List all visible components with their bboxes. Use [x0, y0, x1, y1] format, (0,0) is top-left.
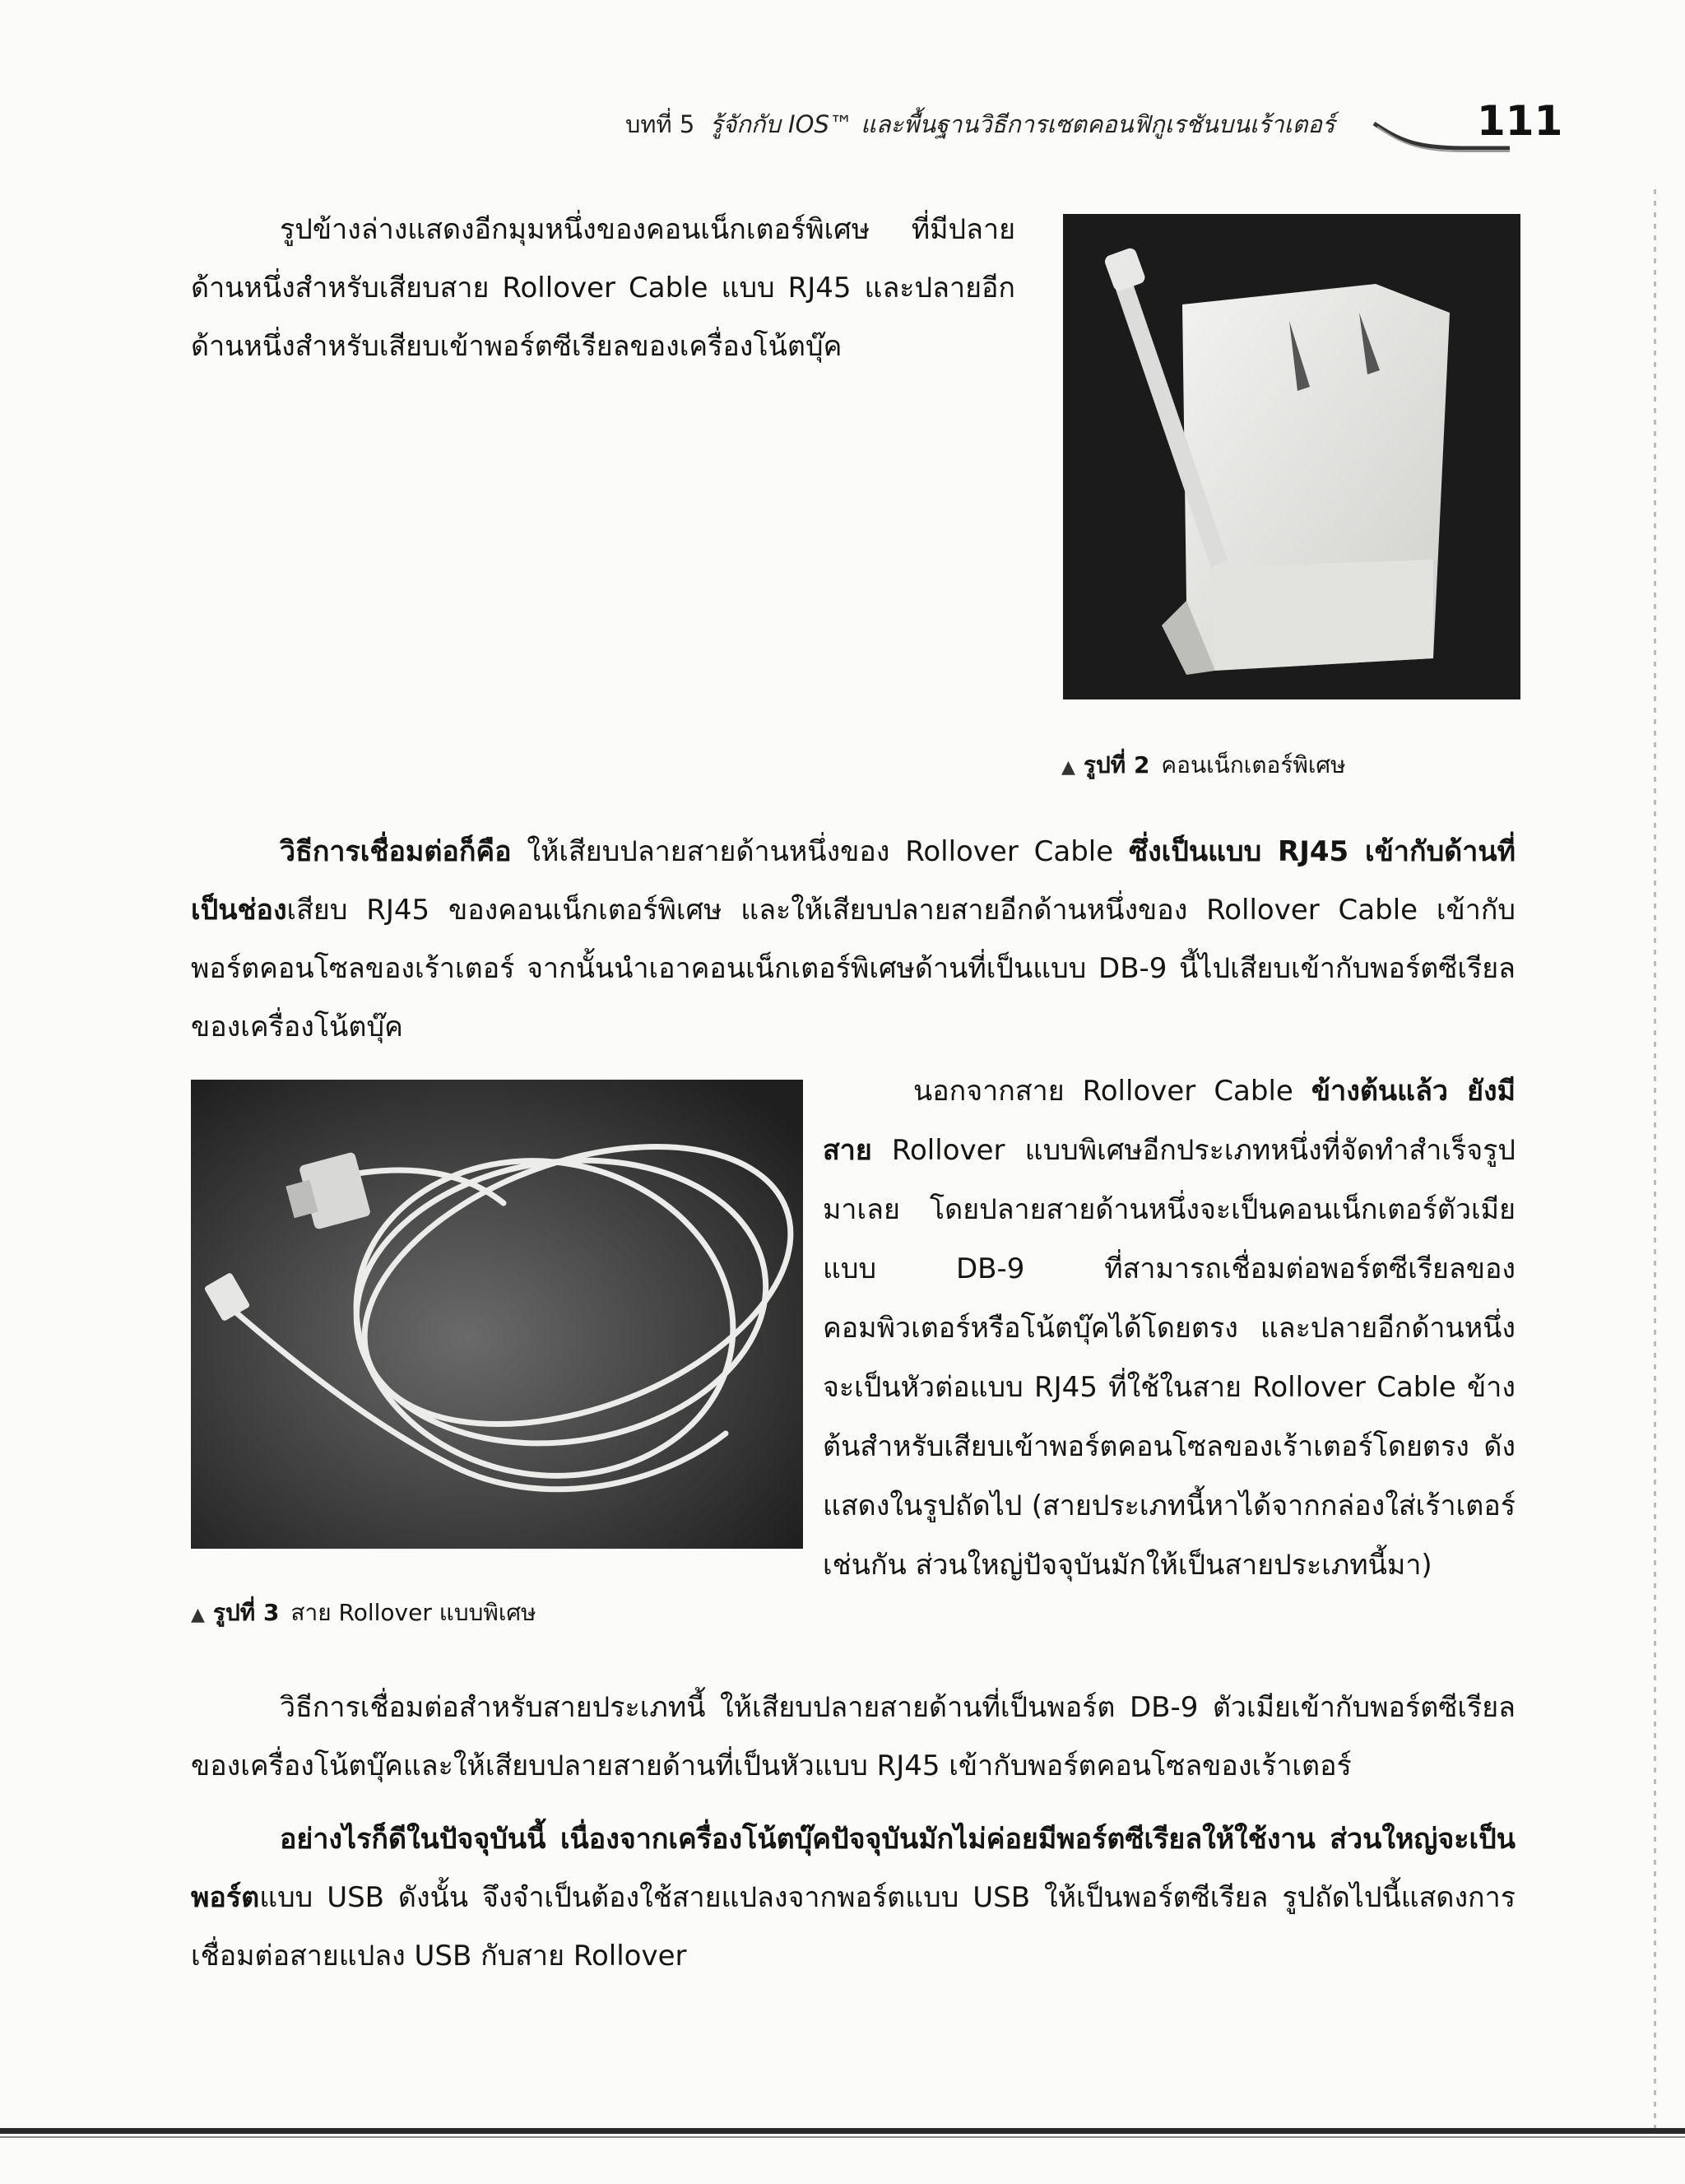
connection-method-text-b: เสียบ RJ45 ของคอนเน็กเตอร์พิเศษ และให้เสียบปลายสายอีกด้านหนึ่งของ Rollover Cable เข้ากับพอร์ตคอนโซลของเร้าเตอร์ จากนั้นนำเอาคอนเน็กเตอร์พิเศษด้านที่เป็นแบบ DB-9 นี้ไปเสียบเข้ากับพอร์ตซีเรียลของเครื่องโน้ตบุ๊ค	[191, 894, 1516, 1043]
special-rollover-bold: ข้างต้นแล้ว ยังมีสาย	[823, 1075, 1516, 1167]
triangle-marker-icon: ▲	[191, 1605, 205, 1625]
paragraph-intro-text: รูปข้างล่างแสดงอีกมุมหนึ่งของคอนเน็กเตอร์พิเศษ ที่มีปลายด้านหนึ่งสำหรับเสียบสาย Rollover Cable แบบ RJ45 และปลายอีกด้านหนึ่งสำหรับเสียบเข้าพอร์ตซีเรียลของเครื่องโน้ตบุ๊ค	[191, 213, 1015, 363]
page-number: 111	[1477, 97, 1563, 145]
paragraph-special-cable-connection	[191, 1679, 1516, 1796]
page-edge-shadow	[1654, 189, 1656, 2131]
figure-3-caption	[191, 1595, 536, 1631]
figure-2-label: รูปที่ 2	[1083, 751, 1150, 778]
rollover-cable-photo	[191, 1080, 803, 1549]
triangle-marker-icon: ▲	[1061, 757, 1075, 778]
paragraph-intro	[191, 201, 1015, 376]
usb-adapter-text: แบบ USB ดังนั้น จึงจำเป็นต้องใช้สายแปลงจากพอร์ตแบบ USB ให้เป็นพอร์ตซีเรียล รูปถัดไปนี้แสดงการเชื่อมต่อสายแปลง USB กับสาย Rollover	[191, 1881, 1516, 1973]
special-cable-connection-text: วิธีการเชื่อมต่อสำหรับสายประเภทนี้ ให้เสียบปลายสายด้านที่เป็นพอร์ต DB-9 ตัวเมียเข้ากับพอร์ตซีเรียลของเครื่องโน้ตบุ๊คและให้เสียบปลายสายด้านที่เป็นหัวแบบ RJ45 เข้ากับพอร์ตคอนโซลของเร้าเตอร์	[191, 1691, 1516, 1782]
paragraph-connection-method	[191, 823, 1516, 1057]
figure-3-caption-text: สาย Rollover แบบพิเศษ	[290, 1599, 536, 1626]
running-header	[625, 105, 1366, 143]
chapter-title: รู้จักกับ IOS™ และพื้นฐานวิธีการเซตคอนฟิกูเรชันบนเร้าเตอร์	[709, 110, 1335, 138]
bottom-rule	[0, 2128, 1685, 2134]
special-rollover-text-a: นอกจากสาย Rollover Cable	[913, 1075, 1311, 1108]
connection-method-text-a: ให้เสียบปลายสายด้านหนึ่งของ Rollover Cable	[511, 835, 1129, 868]
special-rollover-text-b: Rollover แบบพิเศษอีกประเภทหนึ่งที่จัดทำสำเร็จรูปมาเลย โดยปลายสายด้านหนึ่งจะเป็นคอนเน็กเตอร์ตัวเมียแบบ DB-9 ที่สามารถเชื่อมต่อพอร์ตซีเรียลของคอมพิวเตอร์หรือโน้ตบุ๊คได้โดยตรง และปลายอีกด้านหนึ่งจะเป็นหัวต่อแบบ RJ45 ที่ใช้ในสาย Rollover Cable ข้างต้นสำหรับเสียบเข้าพอร์ตคอนโซลของเร้าเตอร์โดยตรง ดังแสดงในรูปถัดไป (สายประเภทนี้หาได้จากกล่องใส่เร้าเตอร์เช่นกัน ส่วนใหญ่ปัจจุบันมักให้เป็นสายประเภทนี้มา)	[823, 1134, 1516, 1582]
figure-3-label: รูปที่ 3	[212, 1599, 280, 1626]
bottom-rule-thin	[0, 2136, 1685, 2138]
figure-2-caption	[1061, 747, 1346, 783]
chapter-label: บทที่ 5	[625, 110, 695, 138]
connection-method-bold-b: ซึ่งเป็นแบบ RJ45 เข้ากับด้านที่เป็นช่อง	[191, 835, 1516, 927]
figure-2-caption-text: คอนเน็กเตอร์พิเศษ	[1161, 751, 1346, 778]
paragraph-usb-adapter	[191, 1810, 1516, 1986]
usb-adapter-bold: อย่างไรก็ดีในปัจจุบันนี้ เนื่องจากเครื่องโน้ตบุ๊คปัจจุบันมักไม่ค่อยมีพอร์ตซีเรียลให้ใช้งาน ส่วนใหญ่จะเป็นพอร์ต	[191, 1823, 1516, 1914]
connector-photo	[1063, 214, 1520, 699]
paragraph-special-rollover	[823, 1062, 1516, 1595]
connection-method-lead: วิธีการเชื่อมต่อก็คือ	[280, 835, 512, 868]
